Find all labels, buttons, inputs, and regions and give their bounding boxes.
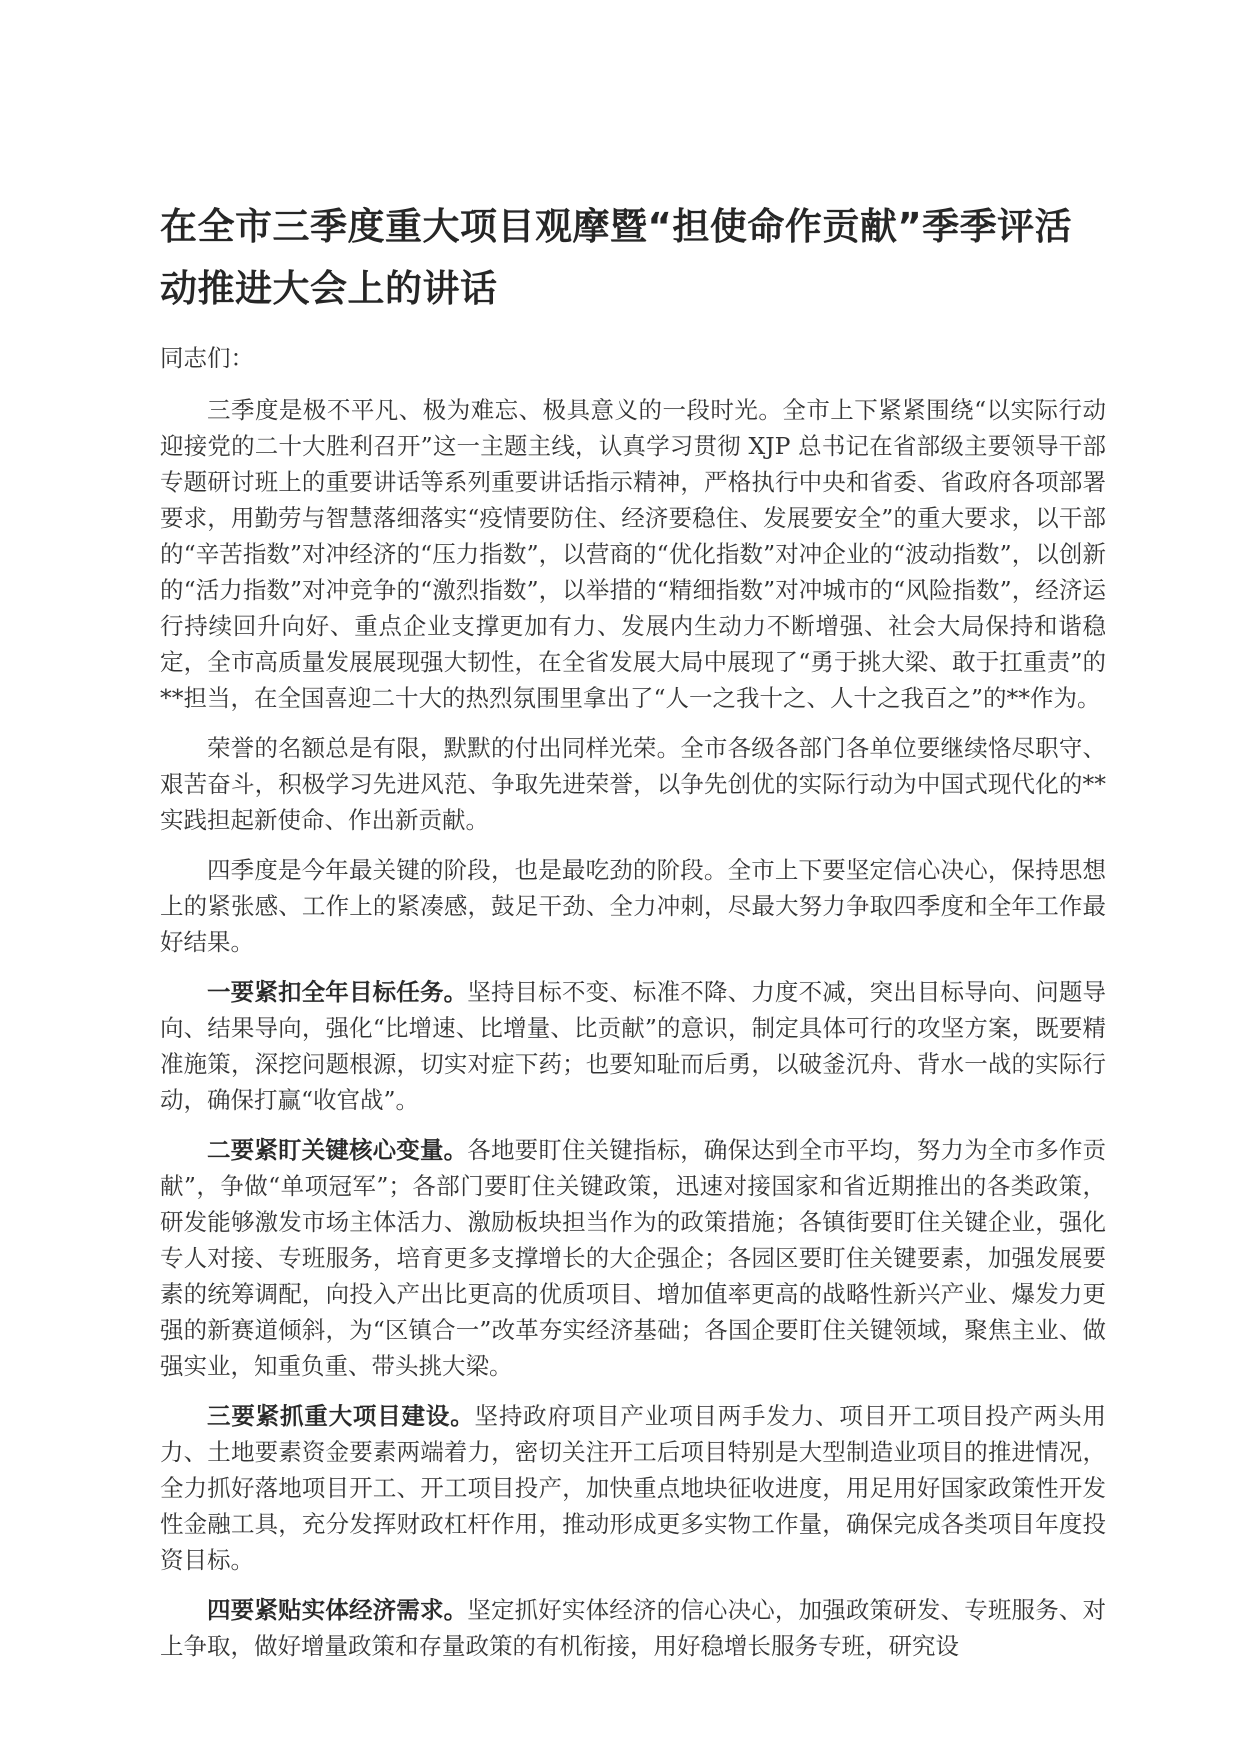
document-body: [160, 340, 1106, 1678]
paragraph-fourth-quarter: 四季度是今年最关键的阶段，也是最吃劲的阶段。全市上下要坚定信心决心，保持思想上的紧张感、工作上的紧凑感，鼓足干劲、全力冲刺，尽最大努力争取四季度和全年工作最好结果。: [160, 856, 1106, 956]
point-text: 各地要盯住关键指标，确保达到全市平均，努力为全市多作贡献”，争做“单项冠军”；各部门要盯住关键政策，迅速对接国家和省近期推出的各类政策，研发能够激发市场主体活力、激励板块担当作为的政策措施；各镇街要盯住关键企业，强化专人对接、专班服务，培育更多支撑增长的大企强企；各园区要盯住关键要素，加强发展要素的统筹调配，向投入产出比更高的优质项目、增加值率更高的战略性新兴产业、爆发力更强的新赛道倾斜，为“区镇合一”改革夯实经济基础；各国企要盯住关键领域，聚焦主业、做强实业，知重负重、带头挑大梁。: [160, 1136, 1107, 1380]
point-annual-targets: [160, 974, 1106, 1118]
salutation: 同志们：: [160, 344, 254, 372]
paragraph-honor: 荣誉的名额总是有限，默默的付出同样光荣。全市各级各部门各单位要继续恪尽职守、艰苦奋斗，积极学习先进风范、争取先进荣誉，以争先创优的实际行动为中国式现代化的**实践担起新使命、作出新贡献。: [160, 734, 1106, 834]
point-text: 坚持目标不变、标准不降、力度不减，突出目标导向、问题导向、结果导向，强化“比增速、比增量、比贡献”的意识，制定具体可行的攻坚方案，既要精准施策，深挖问题根源，切实对症下药；也要知耻而后勇，以破釜沉舟、背水一战的实际行动，确保打赢“收官战”。: [160, 978, 1107, 1114]
point-heading: 一要紧扣全年目标任务。: [207, 978, 468, 1006]
point-heading: 二要紧盯关键核心变量。: [207, 1136, 468, 1164]
point-heading: 三要紧抓重大项目建设。: [207, 1402, 475, 1430]
point-major-projects: [160, 1398, 1106, 1578]
point-text: 坚定抓好实体经济的信心决心，加强政策研发、专班服务、对上争取，做好增量政策和存量政策的有机衔接，用好稳增长服务专班，研究设: [160, 1596, 1107, 1660]
point-key-variables: [160, 1132, 1106, 1384]
point-heading: 四要紧贴实体经济需求。: [207, 1596, 468, 1624]
paragraph-third-quarter-review: 三季度是极不平凡、极为难忘、极具意义的一段时光。全市上下紧紧围绕“以实际行动迎接党的二十大胜利召开”这一主题主线，认真学习贯彻 XJP 总书记在省部级主要领导干部专题研讨班上的重要讲话等系列重要讲话指示精神，严格执行中央和省委、省政府各项部署要求，用勤劳与智慧落细落实“疫情要防住、经济要稳住、发展要安全”的重大要求，以干部的“辛苦指数”对冲经济的“压力指数”，以营商的“优化指数”对冲企业的“波动指数”，以创新的“活力指数”对冲竞争的“激烈指数”，以举措的“精细指数”对冲城市的“风险指数”，经济运行持续回升向好、重点企业支撑更加有力、发展内生动力不断增强、社会大局保持和谐稳定，全市高质量发展展现强大韧性，在全省发展大局中展现了“勇于挑大梁、敢于扛重责”的**担当，在全国喜迎二十大的热烈氛围里拿出了“人一之我十之、人十之我百之”的**作为。: [160, 396, 1106, 712]
document-title: 在全市三季度重大项目观摩暨“担使命作贡献”季季评活动推进大会上的讲话: [160, 205, 1073, 310]
point-real-economy: [160, 1592, 1106, 1664]
point-text: 坚持政府项目产业项目两手发力、项目开工项目投产两头用力、土地要素资金要素两端着力，密切关注开工后项目特别是大型制造业项目的推进情况，全力抓好落地项目开工、开工项目投产，加快重点地块征收进度，用足用好国家政策性开发性金融工具，充分发挥财政杠杆作用，推动形成更多实物工作量，确保完成各类项目年度投资目标。: [160, 1402, 1107, 1574]
